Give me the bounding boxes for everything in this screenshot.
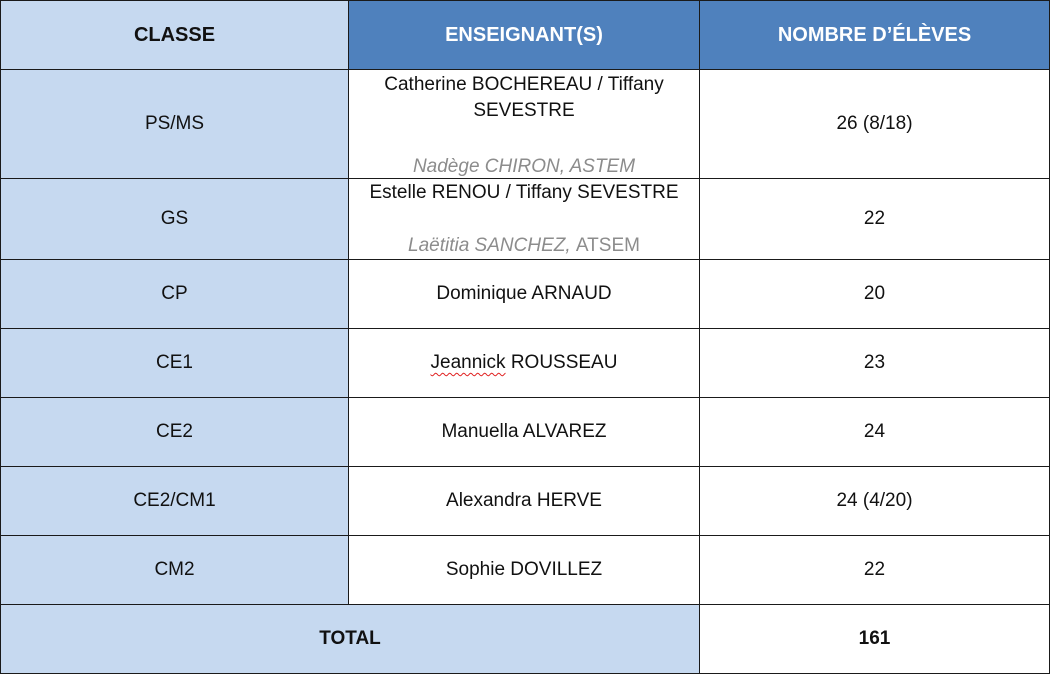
class-cell: PS/MS [1, 70, 349, 179]
header-row [1, 1, 1050, 70]
teacher-cell [349, 329, 700, 398]
assistant-line [349, 154, 699, 180]
count-cell: 22 [700, 536, 1050, 605]
table-row [1, 260, 1050, 329]
teacher-cell: Manuella ALVAREZ [349, 398, 700, 467]
header-nombre-eleves: NOMBRE D’ÉLÈVES [700, 1, 1050, 70]
count-cell: 20 [700, 260, 1050, 329]
total-label: TOTAL [1, 605, 700, 674]
class-cell: CP [1, 260, 349, 329]
header-enseignants: ENSEIGNANT(S) [349, 1, 700, 70]
teacher-cell [349, 70, 700, 179]
teacher-first-name: Jeannick [430, 352, 506, 373]
assistant-role: ATSEM [575, 235, 640, 256]
count-cell: 22 [700, 179, 1050, 260]
teacher-cell: Dominique ARNAUD [349, 260, 700, 329]
total-row [1, 605, 1050, 674]
total-value: 161 [700, 605, 1050, 674]
class-cell: CE2/CM1 [1, 467, 349, 536]
class-cell: GS [1, 179, 349, 260]
table-row [1, 179, 1050, 260]
header-classe: CLASSE [1, 1, 349, 70]
table-row [1, 398, 1050, 467]
count-cell: 24 (4/20) [700, 467, 1050, 536]
teacher-cell [349, 179, 700, 260]
teacher-names: Estelle RENOU / Tiffany SEVESTRE [369, 182, 679, 203]
assistant-line [349, 233, 699, 259]
class-cell: CE1 [1, 329, 349, 398]
table-row [1, 467, 1050, 536]
teacher-last-name: ROUSSEAU [510, 352, 618, 373]
count-cell: 26 (8/18) [700, 70, 1050, 179]
assistant-name: Laëtitia SANCHEZ, [408, 235, 571, 256]
class-cell: CE2 [1, 398, 349, 467]
table-row [1, 329, 1050, 398]
table-row [1, 536, 1050, 605]
teacher-cell: Alexandra HERVE [349, 467, 700, 536]
teacher-names: Catherine BOCHEREAU / Tiffany SEVESTRE [384, 74, 664, 121]
count-cell: 24 [700, 398, 1050, 467]
assistant-name: Nadège CHIRON, [412, 156, 566, 177]
count-cell: 23 [700, 329, 1050, 398]
table-row [1, 70, 1050, 179]
assistant-role: ASTEM [569, 156, 636, 177]
class-cell: CM2 [1, 536, 349, 605]
teacher-cell: Sophie DOVILLEZ [349, 536, 700, 605]
